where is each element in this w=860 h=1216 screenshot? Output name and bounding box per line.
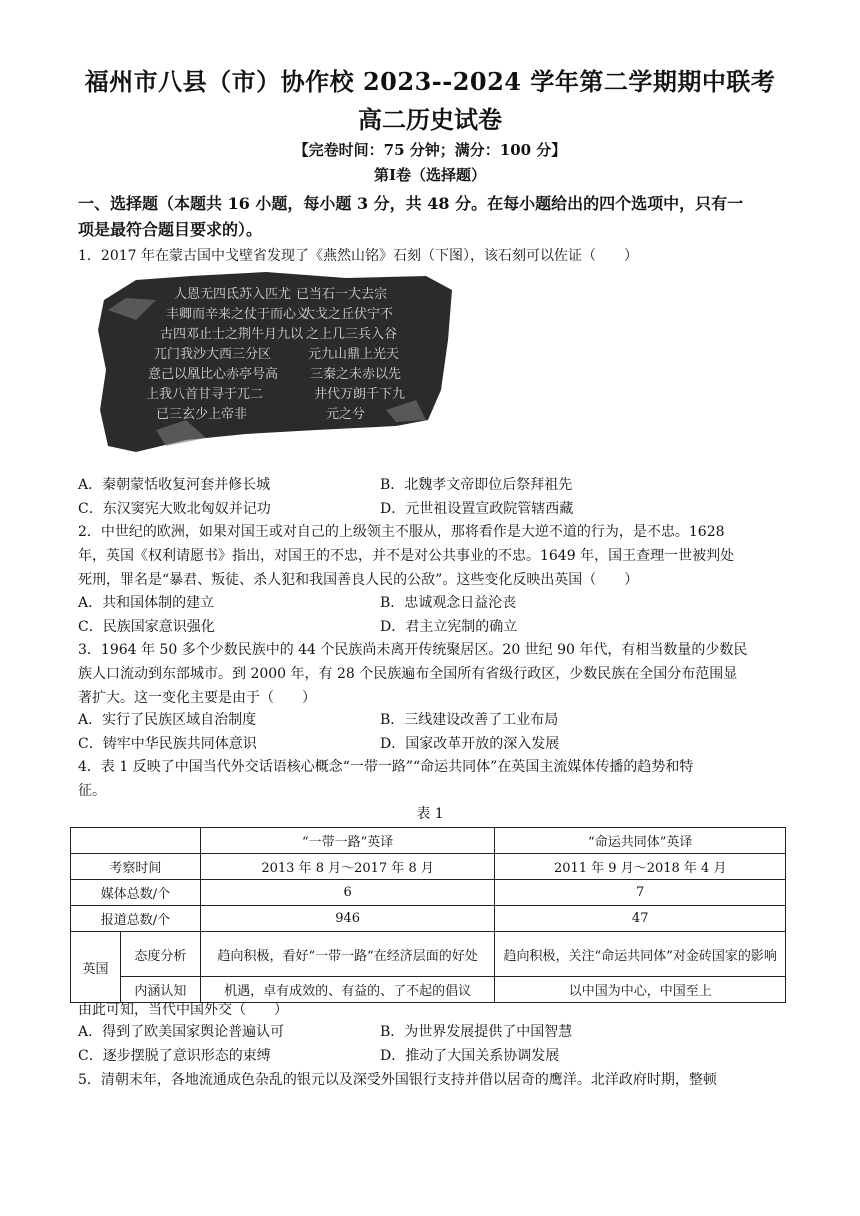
svg-text:丰卿而辛来之仗于而心义: 丰卿而辛来之仗于而心义 (166, 307, 310, 322)
table-row (71, 906, 786, 932)
table-row (71, 828, 786, 854)
question-2-line-2: 年，英国《权利请愿书》指出，对国王的不忠，并不是对公共事业的不忠。1649 年，国王查理一世被判处 (78, 548, 735, 564)
svg-text:已当石一大去宗: 已当石一大去宗 (296, 287, 388, 302)
table-row-label: 考察时间 (71, 854, 201, 880)
svg-text:古四邓止士之荆牛月九以: 古四邓止士之荆牛月九以 (160, 327, 304, 342)
exam-subtitle: 高二历史试卷 (358, 105, 502, 134)
table-group-label: 英国 (71, 932, 121, 1003)
table-cell: 2013 年 8 月～2017 年 8 月 (200, 854, 495, 880)
question-3-option-d[interactable]: D．国家改革开放的深入发展 (380, 736, 560, 752)
svg-text:元九山鼎上光天: 元九山鼎上光天 (308, 347, 400, 362)
question-3-line-3: 著扩大。这一变化主要是由于（ ） (78, 690, 316, 706)
question-2-line-1: 2．中世纪的欧洲，如果对国王或对自己的上级领主不服从，那将看作是大逆不道的行为，是不忠。1628 (78, 524, 725, 540)
table-cell: 以中国为中心，中国至上 (495, 977, 786, 1003)
question-4-option-c[interactable]: C．逐步摆脱了意识形态的束缚 (78, 1048, 271, 1064)
part-heading: 第Ⅰ卷（选择题） (373, 166, 487, 184)
table-header-cell: “一带一路”英译 (200, 828, 495, 854)
svg-text:井代万朗千下九: 井代万朗千下九 (314, 387, 406, 402)
table-row-label: 报道总数/个 (71, 906, 201, 932)
question-2-option-d[interactable]: D．君主立宪制的确立 (380, 619, 518, 635)
question-1-option-d[interactable]: D．元世祖设置宣政院管辖西藏 (380, 501, 574, 517)
table-cell: 2011 年 9 月～2018 年 4 月 (495, 854, 786, 880)
table-cell: 趋向积极，看好“一带一路”在经济层面的好处 (200, 932, 495, 977)
table-row-label: 态度分析 (120, 932, 200, 977)
svg-text:三秦之未赤以先: 三秦之未赤以先 (310, 367, 402, 382)
question-4-line-2: 征。 (78, 783, 106, 799)
question-2-stem (78, 520, 778, 592)
table-caption: 表 1 (416, 806, 444, 822)
question-3-line-2: 族人口流动到东部城市。到 2000 年，有 28 个民族遍布全国所有省级行政区，少数民族在全国分布范围显 (78, 666, 738, 682)
question-4-option-a[interactable]: A．得到了欧美国家舆论普遍认可 (78, 1024, 285, 1040)
question-4-after: 由此可知，当代中国外交（ ） (78, 1002, 288, 1018)
table-1 (70, 827, 786, 1003)
svg-text:上我八首甘寻于兀二: 上我八首甘寻于兀二 (146, 387, 264, 402)
question-3-line-1: 3．1964 年 50 多个少数民族中的 44 个民族尚未离开传统聚居区。20 世纪 90 年代，有相当数量的少数民 (78, 642, 748, 658)
svg-text:之上几三兵入谷: 之上几三兵入谷 (306, 327, 398, 342)
question-2-option-b[interactable]: B．忠诚观念日益沦丧 (380, 595, 517, 611)
question-4-option-b[interactable]: B．为世界发展提供了中国智慧 (380, 1024, 573, 1040)
table-cell: 6 (200, 880, 495, 906)
table-row (71, 854, 786, 880)
svg-text:元之兮: 元之兮 (326, 407, 366, 422)
svg-text:兀门我沙大西三分区: 兀门我沙大西三分区 (154, 347, 272, 362)
table-cell: 47 (495, 906, 786, 932)
question-2-line-3: 死刑，罪名是“暴君、叛徒、杀人犯和我国善良人民的公敌”。这些变化反映出英国（ ） (78, 572, 639, 588)
question-2-option-c[interactable]: C．民族国家意识强化 (78, 619, 215, 635)
section-heading-line-1: 一、选择题（本题共 16 小题，每小题 3 分，共 48 分。在每小题给出的四个选项中，只有一 (78, 194, 744, 213)
table-row-label: 内涵认知 (120, 977, 200, 1003)
table-row (71, 880, 786, 906)
question-3-option-c[interactable]: C．铸牢中华民族共同体意识 (78, 736, 257, 752)
svg-text:大戈之丘伏宁不: 大戈之丘伏宁不 (302, 307, 394, 322)
question-1-option-a[interactable]: A．秦朝蒙恬收复河套并修长城 (78, 477, 271, 493)
table-cell (71, 828, 201, 854)
table-cell: 趋向积极，关注“命运共同体”对金砖国家的影响 (495, 932, 786, 977)
question-3-option-b[interactable]: B．三线建设改善了工业布局 (380, 712, 559, 728)
table-cell: 946 (200, 906, 495, 932)
question-4-stem (78, 755, 778, 803)
question-1-option-b[interactable]: B．北魏孝文帝即位后祭拜祖先 (380, 477, 573, 493)
svg-text:已三玄少上帝非: 已三玄少上帝非 (156, 407, 248, 422)
question-3-stem (78, 638, 778, 710)
svg-text:人恩无四氐苏入匹尤: 人恩无四氐苏入匹尤 (174, 287, 292, 302)
section-heading (78, 191, 778, 243)
exam-meta: 【完卷时间：75 分钟；满分：100 分】 (293, 141, 567, 159)
svg-text:意己以凰比心赤亭号高: 意己以凰比心赤亭号高 (148, 367, 279, 382)
question-2-option-a[interactable]: A．共和国体制的建立 (78, 595, 215, 611)
question-4-option-d[interactable]: D．推动了大国关系协调发展 (380, 1048, 560, 1064)
table-cell: 7 (495, 880, 786, 906)
table-row (71, 932, 786, 977)
question-1-option-c[interactable]: C．东汉窦宪大败北匈奴并记功 (78, 501, 271, 517)
question-5-stem: 5．清朝末年，各地流通成色杂乱的银元以及深受外国银行支持并借以居奇的鹰洋。北洋政府时期，整顿 (78, 1072, 717, 1088)
table-row-label: 媒体总数/个 (71, 880, 201, 906)
section-heading-line-2: 项是最符合题目要求的）。 (78, 220, 263, 239)
question-1-stem: 1．2017 年在蒙古国中戈壁省发现了《燕然山铭》石刻（下图），该石刻可以佐证（ ） (78, 248, 638, 264)
question-3-option-a[interactable]: A．实行了民族区域自治制度 (78, 712, 257, 728)
table-cell: 机遇，卓有成效的、有益的、了不起的倡议 (200, 977, 495, 1003)
yanran-inscription-image (96, 270, 456, 456)
exam-title: 福州市八县（市）协作校 2023--2024 学年第二学期期中联考 (84, 67, 776, 96)
table-header-cell: “命运共同体”英译 (495, 828, 786, 854)
question-4-line-1: 4．表 1 反映了中国当代外交话语核心概念“一带一路”“命运共同体”在英国主流媒体传播的趋势和特 (78, 759, 694, 775)
